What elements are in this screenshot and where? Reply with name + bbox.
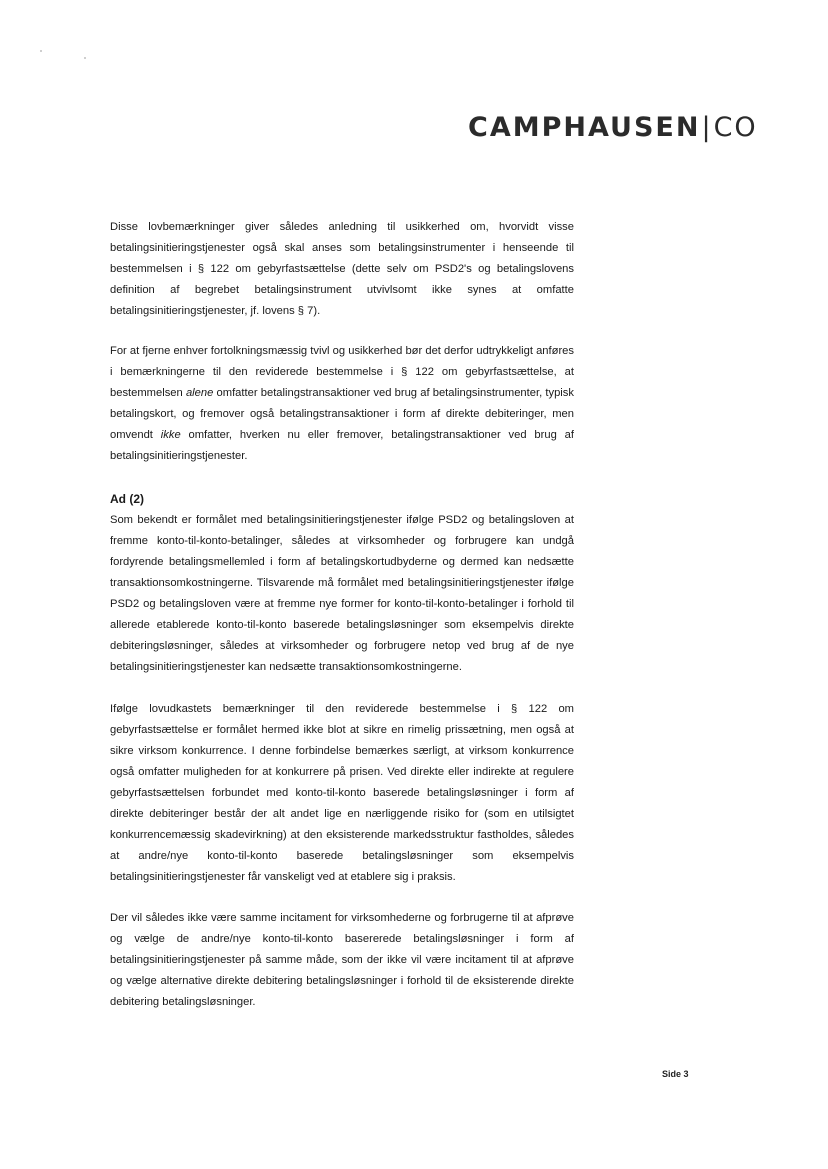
company-logo: [468, 112, 758, 143]
paragraph-2-text: omfatter, hverken nu eller fremover, betalingstransaktioner ved brug af betalingsinitieringstjenester.: [110, 429, 574, 462]
document-body: [110, 217, 574, 1013]
paragraph-3: Som bekendt er formålet med betalingsinitieringstjenester ifølge PSD2 og betalingsloven at fremme konto-til-konto-betalinger, således at virksomheder og forbrugere kan undgå fordyrende betalingsmellemled i form af betalingskortudbyderne og dermed kan nedsætte transaktionsomkostningerne. Tilsvarende må formålet med betalingsinitieringstjenester ifølge PSD2 og betalingsloven være at fremme nye former for konto-til-konto-betalinger i forhold til allerede etablerede konto-til-konto baserede betalingsløsninger som eksempelvis direkte debiteringsløsninger, således at virksomheder og forbrugere netop ved brug af de nye betalingsinitieringstjenester kan nedsætte transaktionsomkostningerne.: [110, 514, 574, 673]
paragraph-2-text: omfatter betalingstransaktioner ved brug af betalingsinstrumenter, typisk betalingskort, og fremover også betalingstransaktioner i form af direkte debiteringer, men omvendt: [110, 387, 574, 441]
paragraph-4: Ifølge lovudkastets bemærkninger til den reviderede bestemmelse i § 122 om gebyrfastsættelse er formålet hermed ikke blot at sikre en rimelig prissætning, men også at sikre virksom konkurrence. I denne forbindelse bemærkes særligt, at virksom konkurrence også omfatter muligheden for at konkurrere på prisen. Ved direkte eller indirekte at regulere gebyrfastsættelsen forbundet med konto-til-konto baserede betalingsløsninger i form af direkte debiteringer består der alt andet lige en nærliggende risiko for (som en utilsigtet konkurrencemæssig skadevirkning) at den eksisterende markedsstruktur fastholdes, således at andre/nye konto-til-konto baserede betalingsløsninger som eksempelvis betalingsinitieringstjenester får vanskeligt ved at etablere sig i praksis.: [110, 703, 574, 883]
emphasis-ikke: ikke: [160, 429, 181, 441]
paragraph-1: Disse lovbemærkninger giver således anledning til usikkerhed om, hvorvidt visse betalingsinitieringstjenester også skal anses som betalingsinstrumenter i henseende til bestemmelsen i § 122 om gebyrfastsættelse (dette selv om PSD2's og betalingslovens definition af begrebet betalingsinstrument utvivlsomt ikke synes at omfatte betalingsinitieringstjenester, jf. lovens § 7).: [110, 221, 574, 317]
scan-speck: [84, 57, 86, 59]
page-number: Side 3: [662, 1069, 689, 1079]
logo-separator: |: [701, 112, 713, 143]
paragraph-5: Der vil således ikke være samme incitament for virksomhederne og forbrugerne til at afprøve og vælge de andre/nye konto-til-konto basererede betalingsløsninger i form af betalingsinitieringstjenester på samme måde, som der ikke vil være incitament til at afprøve og vælge alternative direkte debitering betalingsløsninger i forhold til de eksisterende direkte debitering betalingsløsninger.: [110, 912, 574, 1008]
paragraph-2-text: For at fjerne enhver fortolkningsmæssig tvivl og usikkerhed bør det derfor udtrykkeligt anføres i bemærkningerne til den reviderede bestemmelse i § 122 om gebyrfastsættelse, at bestemmelsen: [110, 345, 574, 399]
emphasis-alene: alene: [185, 387, 214, 399]
scan-speck: [40, 50, 42, 52]
logo-brand: CAMPHAUSEN: [468, 112, 701, 143]
section-heading: Ad (2): [110, 492, 144, 506]
paragraph-2: [110, 341, 574, 467]
logo-suffix: CO: [713, 112, 758, 143]
